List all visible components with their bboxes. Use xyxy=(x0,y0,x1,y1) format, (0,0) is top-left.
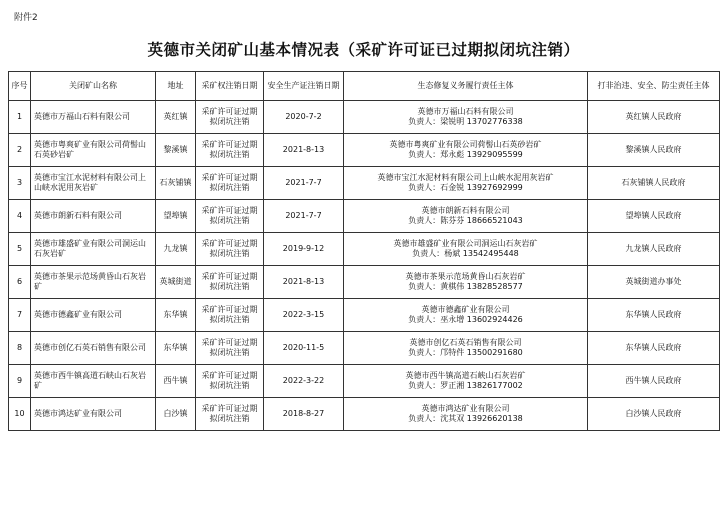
eco-contact: 负责人：罗正湘 13826177002 xyxy=(408,381,523,390)
cell-eco-responsible xyxy=(344,365,588,398)
cell-mine-name: 英德市茶果示范场黄昏山石灰岩矿 xyxy=(31,266,156,299)
cell-index: 2 xyxy=(9,134,31,167)
cell-license-status: 采矿许可证过期拟闭坑注销 xyxy=(196,365,264,398)
cell-safety-date: 2020-7-2 xyxy=(264,101,344,134)
cell-index: 1 xyxy=(9,101,31,134)
eco-company: 英德市雄盛矿业有限公司洞运山石灰岩矿 xyxy=(393,238,538,248)
cell-mine-name: 英德市雄盛矿业有限公司洞运山石灰岩矿 xyxy=(31,233,156,266)
cell-enforcement-responsible: 白沙镇人民政府 xyxy=(588,398,720,431)
cell-license-status: 采矿许可证过期拟闭坑注销 xyxy=(196,101,264,134)
cell-index: 8 xyxy=(9,332,31,365)
table-header-row xyxy=(9,72,720,101)
cell-index: 7 xyxy=(9,299,31,332)
cell-mine-name: 英德市万福山石料有限公司 xyxy=(31,101,156,134)
cell-mine-name: 英德市西牛镇高道石峡山石灰岩矿 xyxy=(31,365,156,398)
cell-safety-date: 2021-8-13 xyxy=(264,266,344,299)
cell-license-status: 采矿许可证过期拟闭坑注销 xyxy=(196,200,264,233)
attachment-label: 附件2 xyxy=(14,13,38,23)
table-row xyxy=(9,200,720,233)
closed-mines-table xyxy=(8,71,720,431)
cell-safety-date: 2021-8-13 xyxy=(264,134,344,167)
cell-location: 九龙镇 xyxy=(156,233,196,266)
cell-mine-name: 英德市鸿达矿业有限公司 xyxy=(31,398,156,431)
cell-mine-name: 英德市德鑫矿业有限公司 xyxy=(31,299,156,332)
table-row xyxy=(9,134,720,167)
eco-contact: 负责人：邝特件 13500291680 xyxy=(408,348,523,357)
table-row xyxy=(9,332,720,365)
cell-enforcement-responsible: 九龙镇人民政府 xyxy=(588,233,720,266)
cell-index: 3 xyxy=(9,167,31,200)
cell-safety-date: 2021-7-7 xyxy=(264,167,344,200)
cell-eco-responsible xyxy=(344,332,588,365)
table-row xyxy=(9,365,720,398)
cell-eco-responsible xyxy=(344,299,588,332)
table-row xyxy=(9,233,720,266)
header-safety-date: 安全生产证注销日期 xyxy=(264,72,344,101)
cell-location: 黎溪镇 xyxy=(156,134,196,167)
eco-contact: 负责人：巫永增 13602924426 xyxy=(408,315,523,324)
cell-location: 西牛镇 xyxy=(156,365,196,398)
cell-mine-name: 英德市粤爽矿业有限公司荷髻山石英砂岩矿 xyxy=(31,134,156,167)
cell-enforcement-responsible: 英红镇人民政府 xyxy=(588,101,720,134)
table-row xyxy=(9,167,720,200)
table-body xyxy=(9,101,720,431)
cell-index: 10 xyxy=(9,398,31,431)
cell-enforcement-responsible: 石灰铺镇人民政府 xyxy=(588,167,720,200)
eco-contact: 负责人：黄棋伟 13828528577 xyxy=(408,282,523,291)
eco-company: 英德市宝江水泥材料有限公司上山峡水泥用灰岩矿 xyxy=(377,172,554,182)
cell-safety-date: 2022-3-22 xyxy=(264,365,344,398)
eco-company: 英德市万福山石料有限公司 xyxy=(417,106,514,116)
cell-location: 英城街道 xyxy=(156,266,196,299)
cell-location: 白沙镇 xyxy=(156,398,196,431)
cell-safety-date: 2019-9-12 xyxy=(264,233,344,266)
cell-index: 5 xyxy=(9,233,31,266)
cell-location: 东华镇 xyxy=(156,332,196,365)
eco-contact: 负责人：梁锐明 13702776338 xyxy=(408,117,523,126)
eco-company: 英德市西牛镇高道石峡山石灰岩矿 xyxy=(405,370,526,380)
table-row xyxy=(9,101,720,134)
table-row xyxy=(9,299,720,332)
cell-eco-responsible xyxy=(344,200,588,233)
eco-company: 英德市茶果示范场黄昏山石灰岩矿 xyxy=(405,271,526,281)
cell-location: 英红镇 xyxy=(156,101,196,134)
cell-enforcement-responsible: 东华镇人民政府 xyxy=(588,299,720,332)
cell-location: 东华镇 xyxy=(156,299,196,332)
cell-location: 石灰铺镇 xyxy=(156,167,196,200)
cell-eco-responsible xyxy=(344,167,588,200)
cell-location: 望埠镇 xyxy=(156,200,196,233)
cell-safety-date: 2021-7-7 xyxy=(264,200,344,233)
cell-mine-name: 英德市宝江水泥材料有限公司上山峡水泥用灰岩矿 xyxy=(31,167,156,200)
cell-index: 6 xyxy=(9,266,31,299)
header-location: 地址 xyxy=(156,72,196,101)
cell-enforcement-responsible: 东华镇人民政府 xyxy=(588,332,720,365)
cell-license-status: 采矿许可证过期拟闭坑注销 xyxy=(196,398,264,431)
page-title: 英德市关闭矿山基本情况表（采矿许可证已过期拟闭坑注销） xyxy=(147,40,580,59)
cell-license-status: 采矿许可证过期拟闭坑注销 xyxy=(196,167,264,200)
cell-enforcement-responsible: 西牛镇人民政府 xyxy=(588,365,720,398)
cell-mine-name: 英德市创亿石英石销售有限公司 xyxy=(31,332,156,365)
eco-company: 英德市创亿石英石销售有限公司 xyxy=(409,337,522,347)
cell-index: 4 xyxy=(9,200,31,233)
header-eco-responsible: 生态修复义务履行责任主体 xyxy=(344,72,588,101)
eco-contact: 负责人：陈芬芬 18666521043 xyxy=(408,216,523,225)
cell-license-status: 采矿许可证过期拟闭坑注销 xyxy=(196,332,264,365)
cell-eco-responsible xyxy=(344,266,588,299)
eco-company: 英德市粤爽矿业有限公司荷髻山石英砂岩矿 xyxy=(389,139,542,149)
cell-license-status: 采矿许可证过期拟闭坑注销 xyxy=(196,134,264,167)
cell-safety-date: 2020-11-5 xyxy=(264,332,344,365)
cell-license-status: 采矿许可证过期拟闭坑注销 xyxy=(196,233,264,266)
header-enforcement-responsible: 打非治违、安全、防尘责任主体 xyxy=(588,72,720,101)
cell-eco-responsible xyxy=(344,398,588,431)
eco-contact: 负责人：沈其双 13926620138 xyxy=(408,414,523,423)
header-index: 序号 xyxy=(9,72,31,101)
cell-mine-name: 英德市朗新石料有限公司 xyxy=(31,200,156,233)
cell-eco-responsible xyxy=(344,134,588,167)
eco-company: 英德市鸿达矿业有限公司 xyxy=(421,403,510,413)
eco-contact: 负责人：杨斌 13542495448 xyxy=(412,249,519,258)
cell-eco-responsible xyxy=(344,101,588,134)
cell-safety-date: 2022-3-15 xyxy=(264,299,344,332)
cell-enforcement-responsible: 英城街道办事处 xyxy=(588,266,720,299)
cell-safety-date: 2018-8-27 xyxy=(264,398,344,431)
cell-enforcement-responsible: 黎溪镇人民政府 xyxy=(588,134,720,167)
eco-contact: 负责人：郑永彪 13929095599 xyxy=(408,150,523,159)
cell-enforcement-responsible: 望埠镇人民政府 xyxy=(588,200,720,233)
table-row xyxy=(9,398,720,431)
header-mine-name: 关闭矿山名称 xyxy=(31,72,156,101)
cell-license-status: 采矿许可证过期拟闭坑注销 xyxy=(196,299,264,332)
header-license-date: 采矿权注销日期 xyxy=(196,72,264,101)
cell-license-status: 采矿许可证过期拟闭坑注销 xyxy=(196,266,264,299)
cell-eco-responsible xyxy=(344,233,588,266)
eco-company: 英德市德鑫矿业有限公司 xyxy=(421,304,510,314)
cell-index: 9 xyxy=(9,365,31,398)
eco-contact: 负责人：石金锐 13927692999 xyxy=(408,183,523,192)
eco-company: 英德市朗新石料有限公司 xyxy=(421,205,510,215)
table-row xyxy=(9,266,720,299)
